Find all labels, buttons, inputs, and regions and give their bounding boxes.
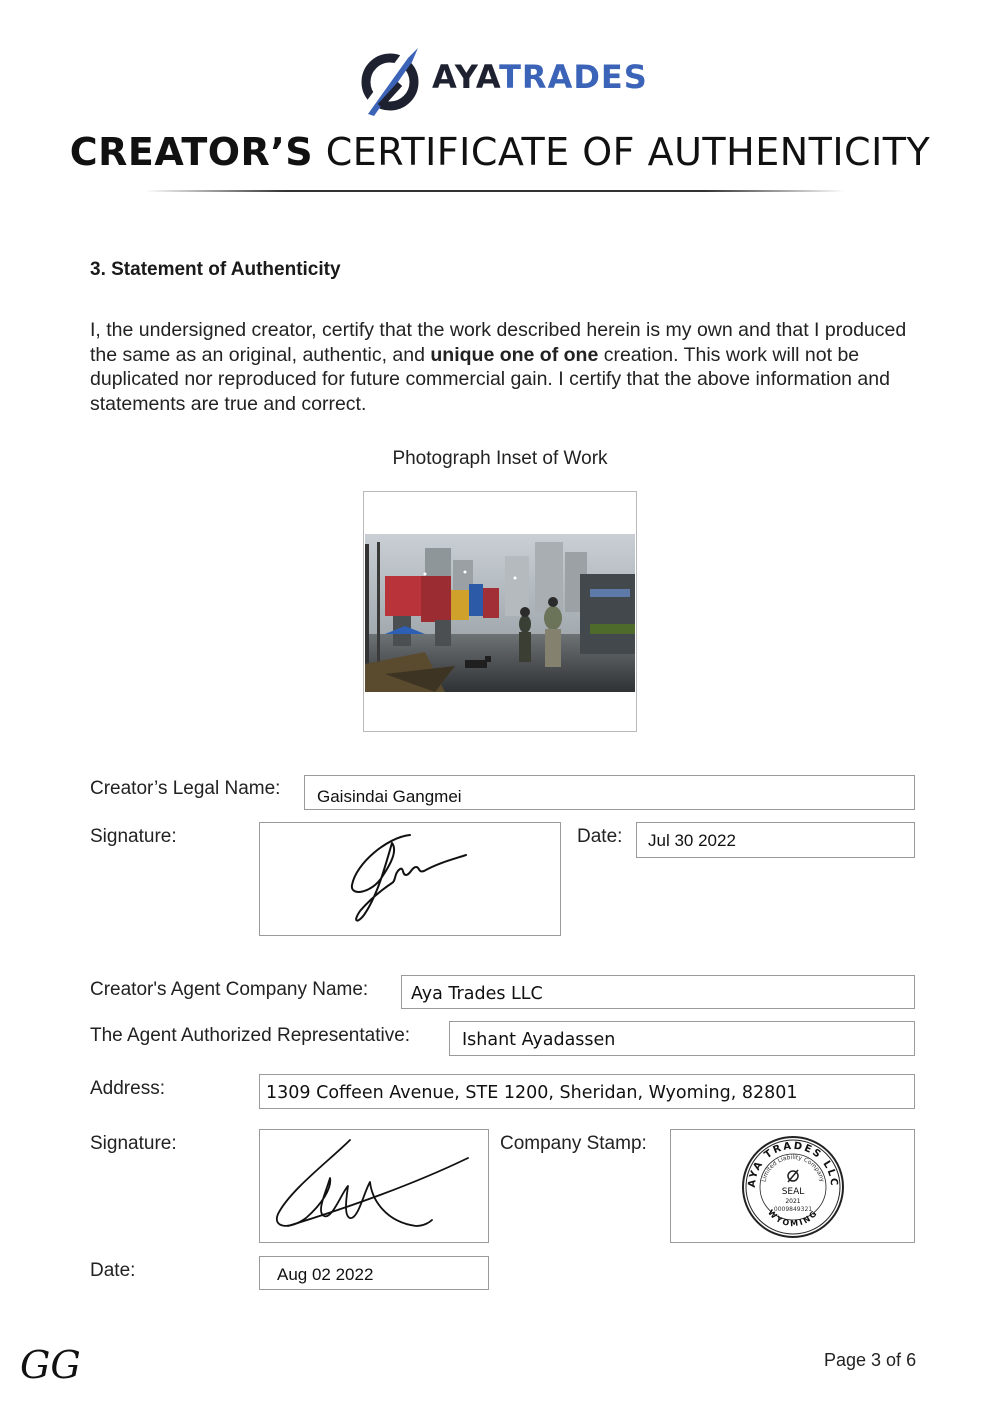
svg-text:WYOMING: WYOMING: [766, 1207, 820, 1229]
agent-date-label: Date:: [90, 1260, 136, 1281]
section-heading: 3. Statement of Authenticity: [90, 259, 341, 280]
title-rest: CERTIFICATE OF AUTHENTICITY: [313, 130, 931, 174]
agent-company-label: Creator's Agent Company Name:: [90, 979, 369, 1000]
creator-signature-box[interactable]: [259, 822, 561, 936]
brand-name-part2: TRADES: [499, 58, 648, 96]
photo-caption: Photograph Inset of Work: [392, 448, 608, 469]
brand-name-part1: AYA: [432, 58, 500, 96]
address-field[interactable]: [259, 1074, 915, 1109]
title-bold: CREATOR’S: [69, 130, 314, 174]
agent-date-field[interactable]: [259, 1256, 489, 1290]
svg-text:2021: 2021: [785, 1198, 801, 1205]
title-divider: [145, 190, 845, 192]
company-stamp-box: [670, 1129, 915, 1243]
agent-signature-box[interactable]: [259, 1129, 489, 1243]
aya-trades-logo-icon: [360, 40, 430, 120]
agent-company-field[interactable]: [401, 975, 915, 1009]
creator-initials: GG: [20, 1343, 81, 1387]
statement-text-bold: unique one of one: [430, 343, 599, 366]
svg-text:SEAL: SEAL: [781, 1187, 805, 1197]
page-title: [0, 130, 1000, 174]
legal-name-label: Creator’s Legal Name:: [90, 778, 281, 799]
svg-text:AYA TRADES LLC: AYA TRADES LLC: [746, 1140, 840, 1189]
agent-rep-label: The Agent Authorized Representative:: [90, 1025, 411, 1046]
creator-date-label: Date:: [577, 826, 623, 847]
agent-signature-label: Signature:: [90, 1133, 177, 1154]
creator-date-value: Jul 30 2022: [648, 831, 736, 850]
address-value: 1309 Coffeen Avenue, STE 1200, Sheridan, Wyoming, 82801: [266, 1083, 798, 1103]
statement-text-2: creation. This work will not be duplicated nor reproduced for future commercial gain. I certify that the above information and statements are true and correct.: [90, 343, 890, 415]
legal-name-field[interactable]: [304, 775, 915, 810]
agent-date-value: Aug 02 2022: [277, 1265, 374, 1284]
company-stamp-label: Company Stamp:: [500, 1133, 647, 1154]
brand-name: [432, 58, 648, 96]
agent-rep-value: Ishant Ayadassen: [462, 1030, 616, 1050]
agent-rep-field[interactable]: [449, 1021, 915, 1056]
creator-date-field[interactable]: [636, 822, 915, 858]
agent-company-value: Aya Trades LLC: [411, 984, 543, 1004]
creator-signature-label: Signature:: [90, 826, 177, 847]
artwork-image: [365, 534, 635, 692]
address-label: Address:: [90, 1078, 165, 1099]
company-seal-icon: [671, 1130, 916, 1244]
svg-text:Limited Liability Company: Limited Liability Company: [760, 1153, 826, 1183]
page-number: Page 3 of 6: [824, 1350, 917, 1370]
artwork-photo: [365, 534, 635, 692]
statement-text-1: I, the undersigned creator, certify that the work described herein is my own and that I produced the same as an original, authentic, and: [90, 319, 907, 366]
agent-signature-drawing: [260, 1130, 490, 1244]
legal-name-value: Gaisindai Gangmei: [317, 787, 462, 806]
statement-paragraph: [90, 318, 920, 416]
svg-text:0009849321: 0009849321: [773, 1206, 813, 1213]
creator-signature-drawing: [260, 823, 562, 937]
